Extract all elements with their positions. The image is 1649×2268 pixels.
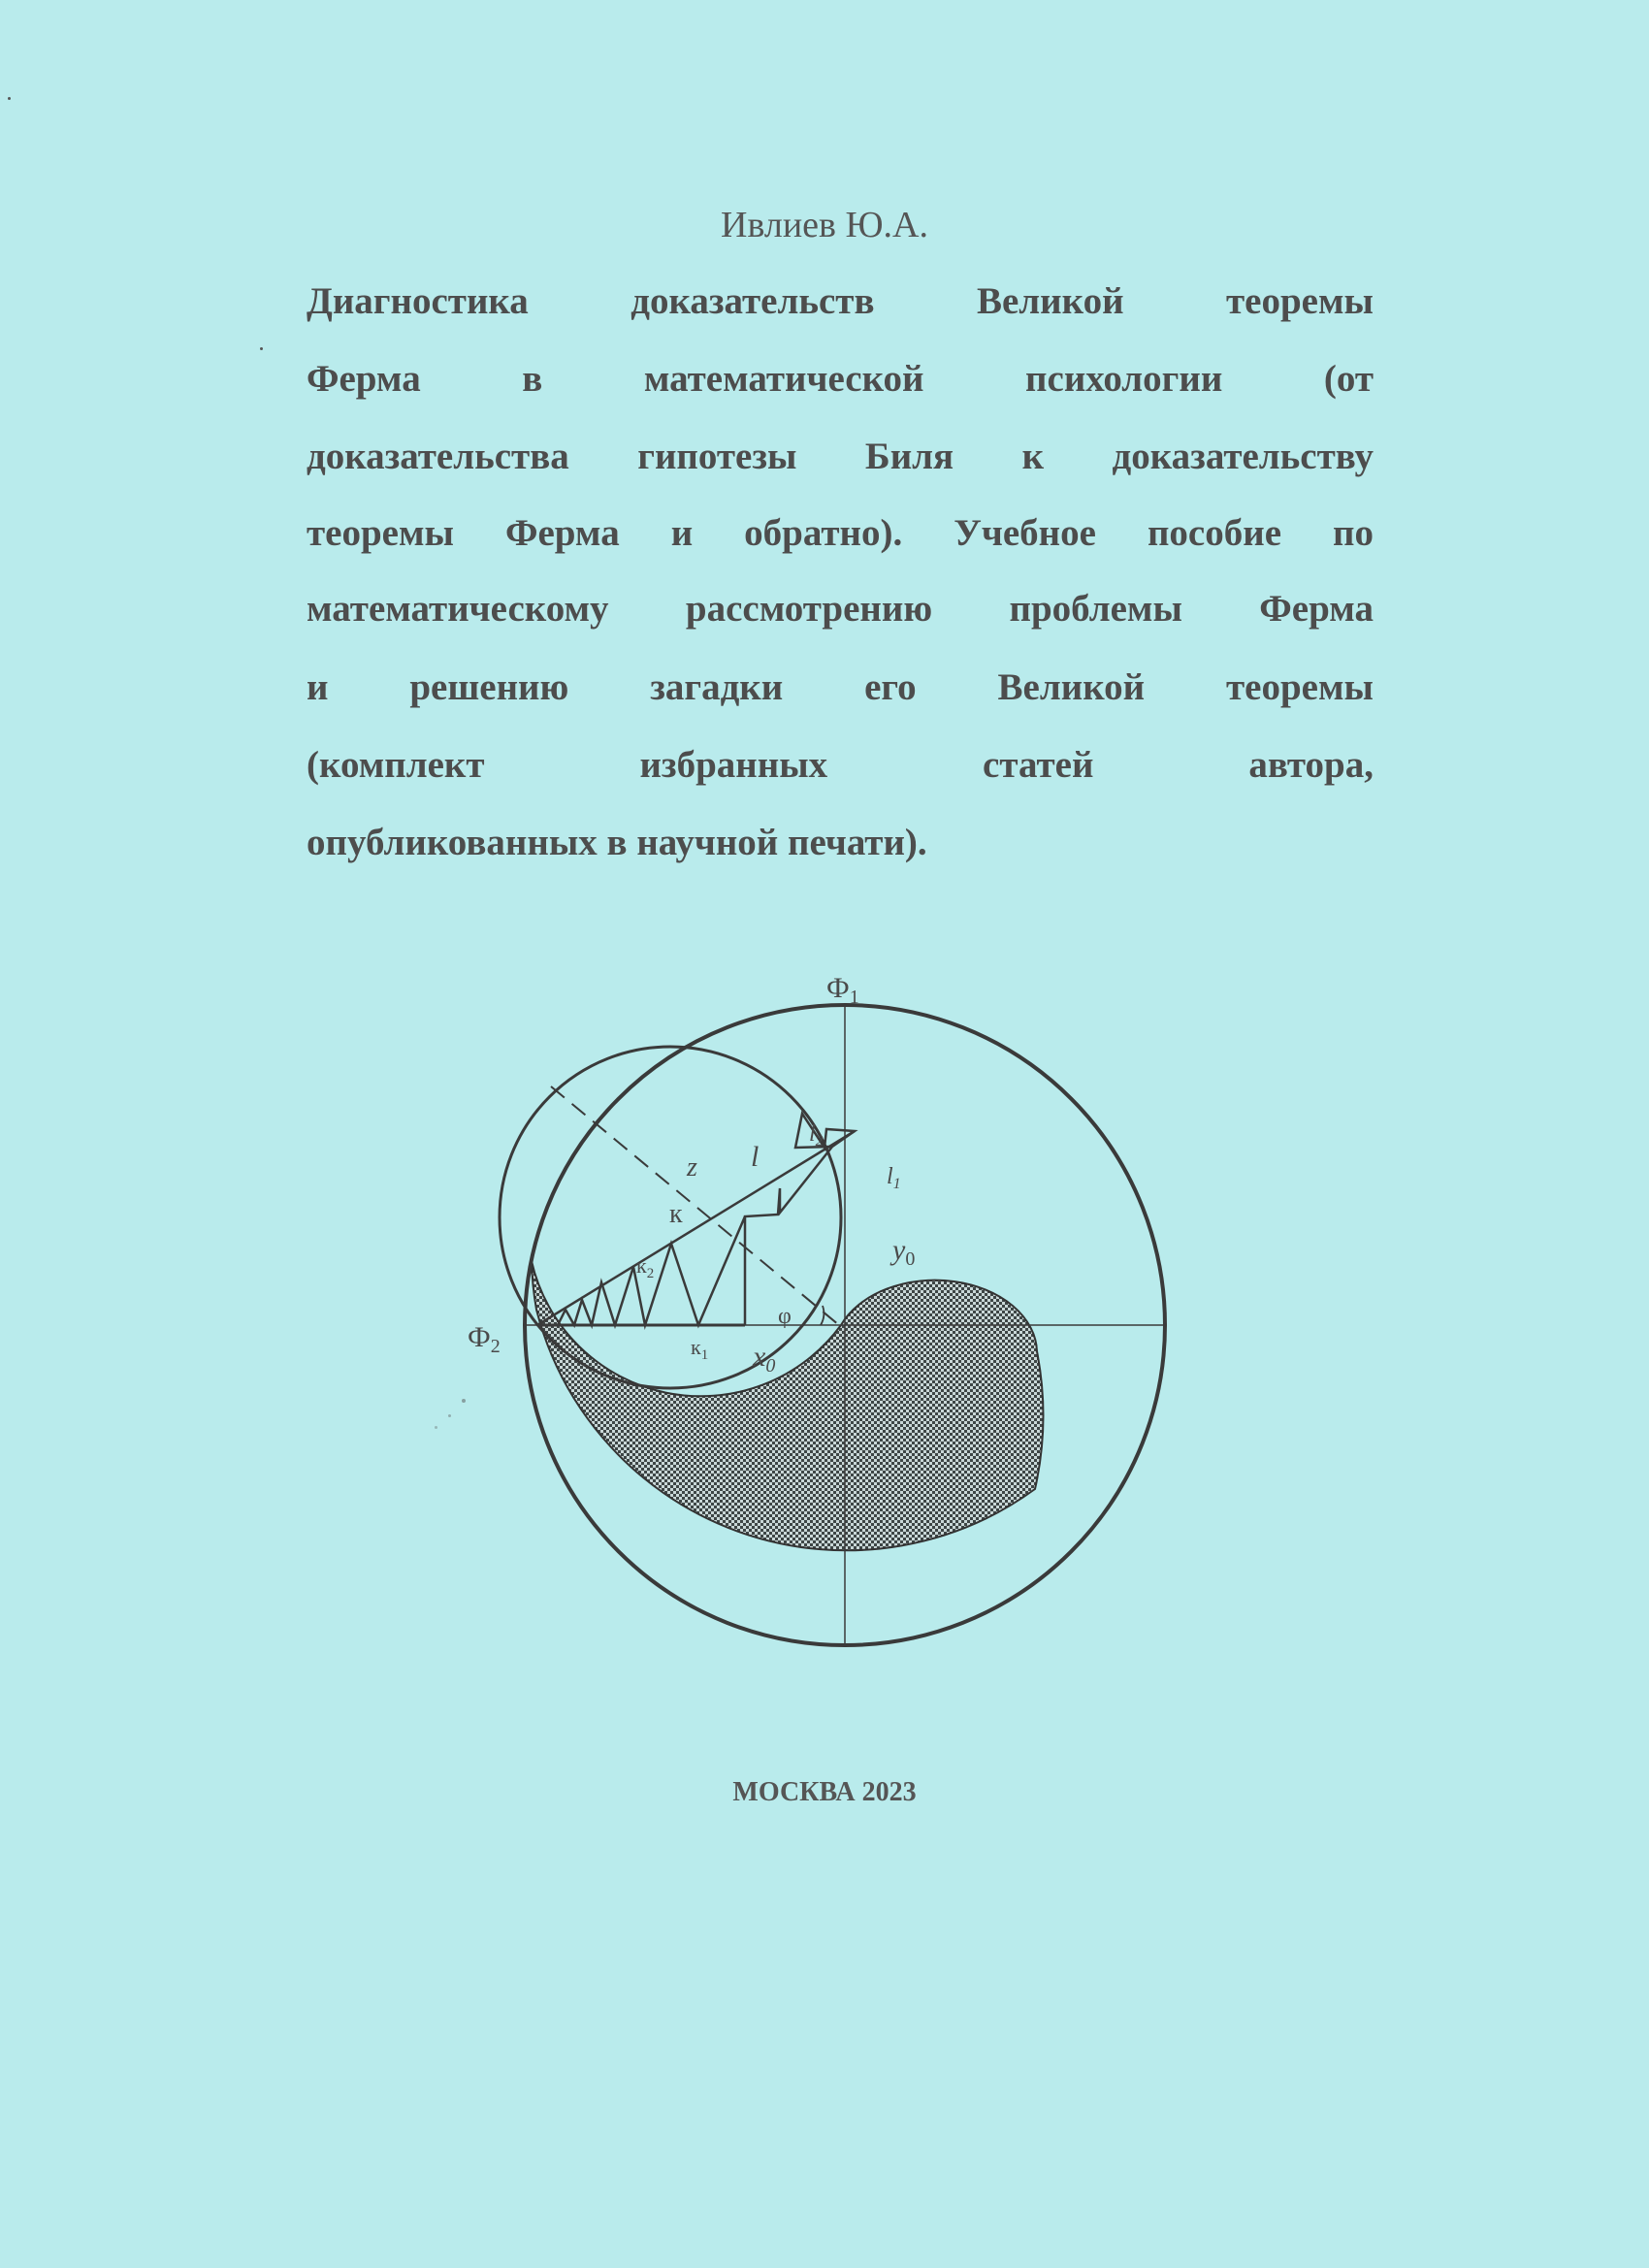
title-line: и решению загадки его Великой теоремы [307, 666, 1374, 708]
label-l1: $l_1$ [887, 1164, 901, 1192]
label-phi2: $Ф_2$ [468, 1321, 501, 1357]
author-name: Ивлиев Ю.А. [721, 205, 928, 245]
label-k2: $к_2$ [636, 1253, 655, 1281]
label-k: к [669, 1199, 683, 1229]
title-line: доказательства гипотезы Биля к доказательству [307, 436, 1374, 477]
title-line: Диагностика доказательств Великой теоремы [307, 280, 1374, 322]
angle-arc [821, 1306, 824, 1325]
title-line: опубликованных в научной печати). [307, 822, 927, 863]
title-line: математическому рассмотрению проблемы Ферма [307, 588, 1374, 630]
label-l2: $l_2$ [809, 1121, 824, 1150]
label-k1: $к_1$ [691, 1335, 709, 1363]
label-x0: $x_0$ [753, 1341, 776, 1377]
label-y0: $y_0$ [892, 1234, 916, 1270]
city-year: МОСКВА 2023 [732, 1777, 917, 1807]
fermat-diagram [446, 970, 1203, 1707]
scan-speck [435, 1426, 437, 1429]
label-phi1: $Ф_1$ [826, 972, 859, 1008]
title-line: Ферма в математической психологии (от [307, 358, 1374, 400]
label-l: l [751, 1141, 760, 1173]
label-phi: φ [778, 1304, 792, 1329]
scan-speck [462, 1399, 466, 1403]
title-line: (комплект избранных статей автора, [307, 744, 1374, 786]
scan-speck [260, 347, 263, 350]
scan-speck [8, 97, 11, 100]
title-line: теоремы Ферма и обратно). Учебное пособие по [307, 512, 1374, 554]
label-z: z [687, 1152, 697, 1183]
scan-speck [448, 1414, 451, 1417]
